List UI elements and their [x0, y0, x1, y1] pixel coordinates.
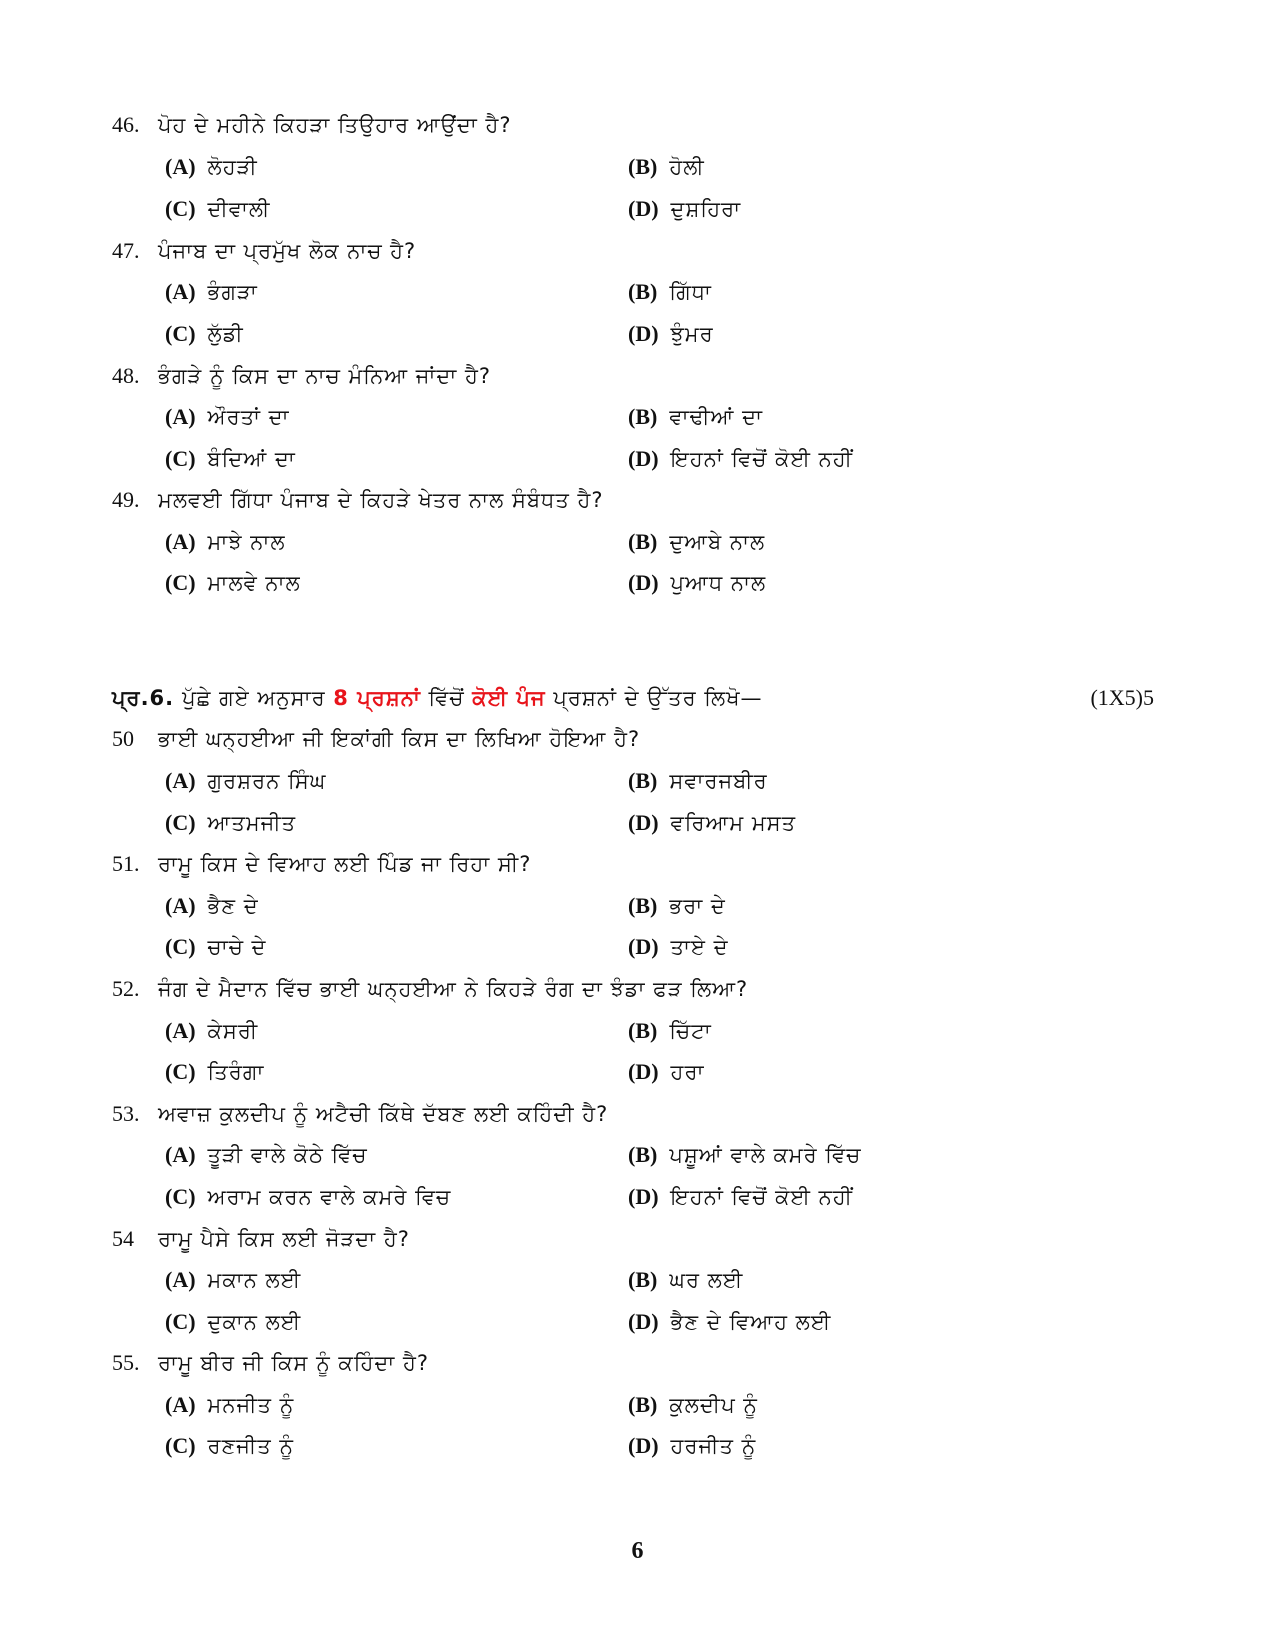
question-number: 53.: [112, 1101, 140, 1126]
question-text: ਰਾਮੂ ਬੀਰ ਜੀ ਕਿਸ ਨੂੰ ਕਹਿੰਦਾ ਹੈ?: [158, 1351, 430, 1375]
option-text: ਝੁੰਮਰ: [670, 322, 714, 346]
option-text: ਭੈਣ ਦੇ: [207, 894, 259, 918]
option-label: (C): [165, 1059, 196, 1084]
question-number: 50: [112, 726, 134, 751]
option-d: [628, 1057, 704, 1087]
option-label: (A): [165, 404, 196, 429]
option-c: [165, 444, 296, 474]
option-label: (A): [165, 529, 196, 554]
instruction-highlight-2: ਕੋਈ ਪੰਜ: [472, 686, 546, 710]
option-text: ਭੰਗੜਾ: [207, 280, 258, 304]
question-number: 54: [112, 1226, 134, 1251]
option-c: [165, 568, 301, 598]
option-c: [165, 1307, 301, 1337]
option-a: [165, 1265, 301, 1295]
option-a: [165, 766, 326, 796]
option-label: (D): [628, 196, 659, 221]
option-label: (D): [628, 446, 659, 471]
option-a: [165, 1390, 294, 1420]
question-48: [112, 361, 491, 391]
option-text: ਅਰਾਮ ਕਰਨ ਵਾਲੇ ਕਮਰੇ ਵਿਚ: [207, 1185, 452, 1209]
option-text: ਹਰਾ: [670, 1060, 705, 1084]
option-text: ਔਰਤਾਂ ਦਾ: [207, 405, 290, 429]
option-label: (B): [628, 893, 658, 918]
option-a: [165, 891, 259, 921]
option-text: ਘਰ ਲਈ: [669, 1268, 744, 1292]
option-b: [628, 1265, 743, 1295]
option-text: ਇਹਨਾਂ ਵਿਚੋਂ ਕੋਈ ਨਹੀਂ: [670, 1185, 853, 1209]
option-label: (B): [628, 154, 658, 179]
question-53: [112, 1099, 608, 1129]
option-label: (B): [628, 529, 658, 554]
option-d: [628, 932, 729, 962]
option-label: (D): [628, 810, 659, 835]
instruction-text-1: ਪੁੱਛੇ ਗਏ ਅਨੁਸਾਰ: [182, 686, 326, 710]
option-c: [165, 194, 270, 224]
question-text: ਜੰਗ ਦੇ ਮੈਦਾਨ ਵਿੱਚ ਭਾਈ ਘਨ੍ਹਈਆ ਨੇ ਕਿਹੜੇ ਰੰਗ ਦਾ ਝੰਡਾ ਫੜ ਲਿਆ?: [158, 977, 749, 1001]
option-text: ਇਹਨਾਂ ਵਿਚੋਂ ਕੋਈ ਨਹੀਂ: [670, 447, 853, 471]
option-d: [628, 1182, 853, 1212]
option-b: [628, 527, 765, 557]
option-text: ਚਾਚੇ ਦੇ: [207, 935, 267, 959]
option-label: (A): [165, 1142, 196, 1167]
option-text: ਲੁੱਡੀ: [207, 322, 244, 346]
option-label: (B): [628, 279, 658, 304]
section-marks: (1X5)5: [1090, 685, 1154, 710]
option-c: [165, 1431, 294, 1461]
question-51: [112, 849, 531, 879]
option-text: ਮਨਜੀਤ ਨੂੰ: [207, 1393, 295, 1417]
option-a: [165, 152, 258, 182]
option-label: (A): [165, 154, 196, 179]
option-text: ਹੋਲੀ: [669, 155, 705, 179]
option-a: [165, 1016, 258, 1046]
option-text: ਮਾਲਵੇ ਨਾਲ: [207, 571, 301, 595]
option-label: (D): [628, 321, 659, 346]
option-text: ਬੰਦਿਆਂ ਦਾ: [207, 447, 296, 471]
option-text: ਕੇਸਰੀ: [207, 1019, 259, 1043]
option-text: ਚਿੱਟਾ: [669, 1019, 712, 1043]
question-number: 49.: [112, 487, 140, 512]
option-label: (C): [165, 570, 196, 595]
question-47: [112, 236, 416, 266]
option-c: [165, 319, 244, 349]
option-d: [628, 1307, 831, 1337]
question-46: [112, 110, 512, 140]
option-label: (C): [165, 1433, 196, 1458]
option-c: [165, 1182, 451, 1212]
option-label: (B): [628, 1392, 658, 1417]
question-text: ਭਾਈ ਘਨ੍ਹਈਆ ਜੀ ਇਕਾਂਗੀ ਕਿਸ ਦਾ ਲਿਖਿਆ ਹੋਇਆ ਹੈ?: [158, 727, 641, 751]
option-label: (C): [165, 446, 196, 471]
option-label: (C): [165, 196, 196, 221]
option-b: [628, 1390, 758, 1420]
option-text: ਭੈਣ ਦੇ ਵਿਆਹ ਲਈ: [670, 1310, 832, 1334]
option-b: [628, 891, 726, 921]
option-text: ਮਕਾਨ ਲਈ: [207, 1268, 302, 1292]
option-c: [165, 1057, 264, 1087]
option-label: (B): [628, 768, 658, 793]
option-text: ਪਸ਼ੂਆਂ ਵਾਲੇ ਕਮਰੇ ਵਿੱਚ: [669, 1143, 862, 1167]
question-text: ਮਲਵਈ ਗਿੱਧਾ ਪੰਜਾਬ ਦੇ ਕਿਹੜੇ ਖੇਤਰ ਨਾਲ ਸੰਬੰਧਤ ਹੈ?: [158, 488, 604, 512]
option-text: ਹਰਜੀਤ ਨੂੰ: [670, 1434, 757, 1458]
option-label: (A): [165, 1392, 196, 1417]
option-label: (C): [165, 810, 196, 835]
option-a: [165, 277, 258, 307]
option-d: [628, 194, 741, 224]
option-text: ਮਾਝੇ ਨਾਲ: [207, 530, 286, 554]
question-text: ਭੰਗੜੇ ਨੂੰ ਕਿਸ ਦਾ ਨਾਚ ਮੰਨਿਆ ਜਾਂਦਾ ਹੈ?: [158, 364, 491, 388]
option-a: [165, 1140, 368, 1170]
option-b: [628, 152, 705, 182]
option-text: ਆਤਮਜੀਤ: [207, 811, 297, 835]
option-b: [628, 277, 712, 307]
option-text: ਸਵਾਰਜਬੀਰ: [669, 769, 768, 793]
section-instruction: [112, 683, 763, 713]
option-label: (C): [165, 1184, 196, 1209]
option-label: (B): [628, 404, 658, 429]
option-label: (C): [165, 934, 196, 959]
question-number: 52.: [112, 976, 140, 1001]
option-label: (D): [628, 934, 659, 959]
option-text: ਵਰਿਆਮ ਮਸਤ: [670, 811, 797, 835]
option-label: (D): [628, 1059, 659, 1084]
section-number: ਪ੍ਰ.6.: [112, 686, 175, 710]
option-d: [628, 319, 714, 349]
instruction-text-2: ਵਿੱਚੋਂ: [428, 686, 465, 710]
instruction-text-3: ਪ੍ਰਸ਼ਨਾਂ ਦੇ ਉੱਤਰ ਲਿਖੋ—: [553, 686, 763, 710]
question-55: [112, 1348, 429, 1378]
option-d: [628, 444, 853, 474]
option-b: [628, 1140, 861, 1170]
option-c: [165, 808, 296, 838]
question-number: 48.: [112, 363, 140, 388]
option-text: ਭਰਾ ਦੇ: [669, 894, 726, 918]
instruction-highlight-1: 8 ਪ੍ਰਸ਼ਨਾਂ: [333, 686, 421, 710]
option-label: (B): [628, 1142, 658, 1167]
option-label: (D): [628, 1309, 659, 1334]
option-text: ਤੂੜੀ ਵਾਲੇ ਕੋਠੇ ਵਿੱਚ: [207, 1143, 368, 1167]
option-text: ਤਿਰੰਗਾ: [207, 1060, 265, 1084]
question-text: ਰਾਮੂ ਪੈਸੇ ਕਿਸ ਲਈ ਜੋੜਦਾ ਹੈ?: [158, 1227, 410, 1251]
option-label: (C): [165, 321, 196, 346]
option-d: [628, 1431, 756, 1461]
option-text: ਕੁਲਦੀਪ ਨੂੰ: [669, 1393, 758, 1417]
option-d: [628, 568, 766, 598]
option-text: ਲੋਹੜੀ: [207, 155, 258, 179]
option-b: [628, 1016, 712, 1046]
option-text: ਰਣਜੀਤ ਨੂੰ: [207, 1434, 295, 1458]
question-49: [112, 485, 604, 515]
question-50: [112, 724, 640, 754]
question-text: ਪੋਹ ਦੇ ਮਹੀਨੇ ਕਿਹੜਾ ਤਿਉਹਾਰ ਆਉਂਦਾ ਹੈ?: [158, 113, 512, 137]
question-52: [112, 974, 748, 1004]
option-label: (B): [628, 1018, 658, 1043]
question-54: [112, 1224, 410, 1254]
option-label: (A): [165, 893, 196, 918]
option-label: (D): [628, 570, 659, 595]
question-number: 51.: [112, 851, 140, 876]
question-number: 55.: [112, 1350, 140, 1375]
question-number: 47.: [112, 238, 140, 263]
option-text: ਦੁਆਬੇ ਨਾਲ: [669, 530, 766, 554]
question-text: ਅਵਾਜ਼ ਕੁਲਦੀਪ ਨੂੰ ਅਟੈਚੀ ਕਿੱਥੇ ਦੱਬਣ ਲਈ ਕਹਿੰਦੀ ਹੈ?: [158, 1102, 609, 1126]
option-d: [628, 808, 796, 838]
option-text: ਗੁਰਸ਼ਰਨ ਸਿੰਘ: [207, 769, 327, 793]
option-label: (A): [165, 279, 196, 304]
option-label: (A): [165, 1267, 196, 1292]
page-number: 6: [631, 1538, 644, 1564]
option-a: [165, 402, 290, 432]
option-c: [165, 932, 266, 962]
option-text: ਦੀਵਾਲੀ: [207, 197, 271, 221]
option-label: (A): [165, 768, 196, 793]
option-label: (D): [628, 1184, 659, 1209]
option-label: (B): [628, 1267, 658, 1292]
option-text: ਵਾਢੀਆਂ ਦਾ: [669, 405, 764, 429]
option-b: [628, 402, 763, 432]
option-label: (A): [165, 1018, 196, 1043]
option-b: [628, 766, 768, 796]
option-text: ਪੁਆਧ ਨਾਲ: [670, 571, 767, 595]
option-text: ਦੁਸ਼ਹਿਰਾ: [670, 197, 742, 221]
question-number: 46.: [112, 112, 140, 137]
question-text: ਰਾਮੂ ਕਿਸ ਦੇ ਵਿਆਹ ਲਈ ਪਿੰਡ ਜਾ ਰਿਹਾ ਸੀ?: [158, 852, 532, 876]
option-label: (C): [165, 1309, 196, 1334]
option-text: ਤਾਏ ਦੇ: [670, 935, 729, 959]
option-text: ਗਿੱਧਾ: [669, 280, 712, 304]
option-label: (D): [628, 1433, 659, 1458]
option-text: ਦੁਕਾਨ ਲਈ: [207, 1310, 302, 1334]
option-a: [165, 527, 286, 557]
question-text: ਪੰਜਾਬ ਦਾ ਪ੍ਰਮੁੱਖ ਲੋਕ ਨਾਚ ਹੈ?: [158, 239, 417, 263]
